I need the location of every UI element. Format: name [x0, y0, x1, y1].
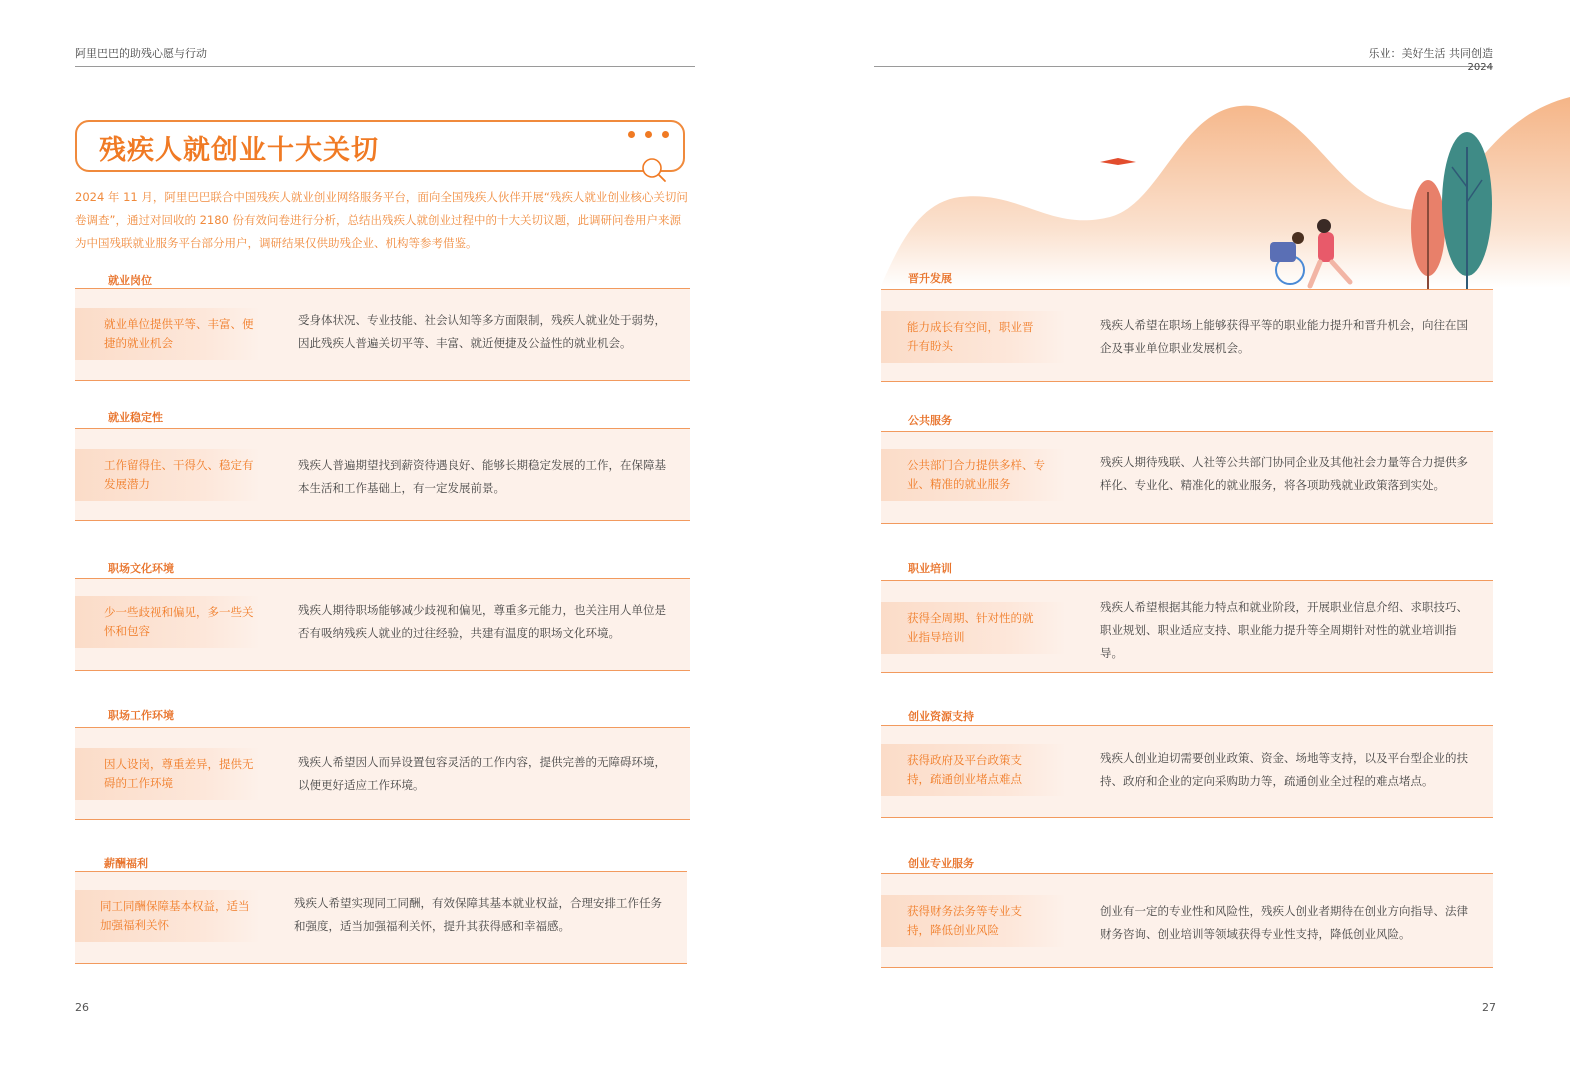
section-key-text: 就业单位提供平等、丰富、便捷的就业机会	[104, 317, 254, 350]
section-key-highlight	[881, 449, 1066, 501]
section-key-highlight	[75, 596, 260, 648]
section-description: 残疾人期待职场能够减少歧视和偏见，尊重多元能力，也关注用人单位是否有吸纳残疾人就业的过往经验，共建有温度的职场文化环境。	[298, 603, 666, 640]
section-key-text: 获得全周期、针对性的就业指导培训	[907, 611, 1034, 644]
section-box	[881, 725, 1493, 818]
intro-paragraph: 2024 年 11 月，阿里巴巴联合中国残疾人就业创业网络服务平台，面向全国残疾人伙伴开展“残疾人就业创业核心关切问卷调查”，通过对回收的 2180 份有效问卷进行分析，总结出残疾人就创业过程中的十大关切议题，此调研问卷用户来源为中国残联就业服务平台部分用户，调研结果仅供助残企业、机构等参考借鉴。	[75, 190, 688, 250]
left-header-title: 阿里巴巴的助残心愿与行动	[75, 47, 207, 60]
hill-illustration	[880, 92, 1570, 292]
section-key-text: 获得财务法务等专业支持，降低创业风险	[907, 904, 1022, 937]
section-label: 公共服务	[908, 414, 952, 427]
section-description: 残疾人希望根据其能力特点和就业阶段，开展职业信息介绍、求职技巧、职业规划、职业适应支持、职业能力提升等全周期针对性的就业培训指导。	[1100, 600, 1468, 660]
section-key-text: 少一些歧视和偏见，多一些关怀和包容	[104, 605, 254, 638]
magnifier-icon	[639, 156, 667, 184]
section-box	[75, 578, 690, 671]
section-label: 创业资源支持	[908, 710, 974, 723]
section-key-highlight	[881, 602, 1066, 654]
section-key-text: 同工同酬保障基本权益，适当加强福利关怀	[100, 899, 250, 932]
page-number-right: 27	[1482, 1001, 1496, 1014]
right-header-title: 乐业：美好生活 共同创造	[1368, 47, 1493, 60]
section-key-text: 获得政府及平台政策支持，疏通创业堵点难点	[907, 753, 1022, 786]
section-box	[75, 871, 687, 964]
section-key-highlight	[75, 308, 260, 360]
section-box	[881, 873, 1493, 968]
section-key-text: 能力成长有空间，职业晋升有盼头	[907, 320, 1034, 353]
section-label: 职业培训	[908, 562, 952, 575]
section-description: 残疾人希望实现同工同酬，有效保障其基本就业权益，合理安排工作任务和强度，适当加强福利关怀，提升其获得感和幸福感。	[294, 896, 662, 933]
decor-dot	[628, 131, 635, 138]
section-label: 薪酬福利	[104, 857, 148, 870]
section-label: 晋升发展	[908, 272, 952, 285]
decor-dot	[662, 131, 669, 138]
section-description: 残疾人希望因人而异设置包容灵活的工作内容，提供完善的无障碍环境，以便更好适应工作环境。	[298, 755, 666, 792]
section-key-highlight	[881, 744, 1066, 796]
section-description: 创业有一定的专业性和风险性，残疾人创业者期待在创业方向指导、法律财务咨询、创业培训等领域获得专业性支持，降低创业风险。	[1100, 904, 1468, 941]
section-description: 残疾人期待残联、人社等公共部门协同企业及其他社会力量等合力提供多样化、专业化、精准化的就业服务，将各项助残就业政策落到实处。	[1100, 455, 1468, 492]
left-header-divider	[75, 66, 695, 67]
section-key-text: 因人设岗，尊重差异，提供无碍的工作环境	[104, 757, 254, 790]
section-box	[881, 431, 1493, 524]
section-label: 职场文化环境	[108, 562, 174, 575]
section-box	[75, 428, 690, 521]
section-label: 职场工作环境	[108, 709, 174, 722]
page-title-box	[75, 120, 685, 172]
right-header-year: 2024	[1467, 62, 1493, 73]
section-key-highlight	[75, 748, 260, 800]
section-key-text: 公共部门合力提供多样、专业、精准的就业服务	[907, 458, 1045, 491]
section-label: 就业岗位	[108, 274, 152, 287]
section-description: 受身体状况、专业技能、社会认知等多方面限制，残疾人就业处于弱势，因此残疾人普遍关切平等、丰富、就近便捷及公益性的就业机会。	[298, 313, 666, 350]
section-description: 残疾人普遍期望找到薪资待遇良好、能够长期稳定发展的工作，在保障基本生活和工作基础上，有一定发展前景。	[298, 458, 666, 495]
section-key-highlight	[75, 449, 260, 501]
section-box	[75, 727, 690, 820]
section-key-highlight	[75, 890, 260, 942]
page-number-left: 26	[75, 1001, 89, 1014]
section-key-highlight	[881, 895, 1066, 947]
page-title: 残疾人就创业十大关切	[99, 135, 379, 166]
decor-dot	[645, 131, 652, 138]
section-label: 创业专业服务	[908, 857, 974, 870]
section-box	[881, 580, 1493, 673]
section-key-highlight	[881, 311, 1066, 363]
right-header-divider	[874, 66, 1493, 67]
section-label: 就业稳定性	[108, 411, 163, 424]
section-key-text: 工作留得住、干得久、稳定有发展潜力	[104, 458, 254, 491]
section-description: 残疾人创业迫切需要创业政策、资金、场地等支持，以及平台型企业的扶持、政府和企业的定向采购助力等，疏通创业全过程的难点堵点。	[1100, 751, 1468, 788]
section-box	[75, 288, 690, 381]
section-description: 残疾人希望在职场上能够获得平等的职业能力提升和晋升机会，向往在国企及事业单位职业发展机会。	[1100, 318, 1468, 355]
section-box	[881, 289, 1493, 382]
